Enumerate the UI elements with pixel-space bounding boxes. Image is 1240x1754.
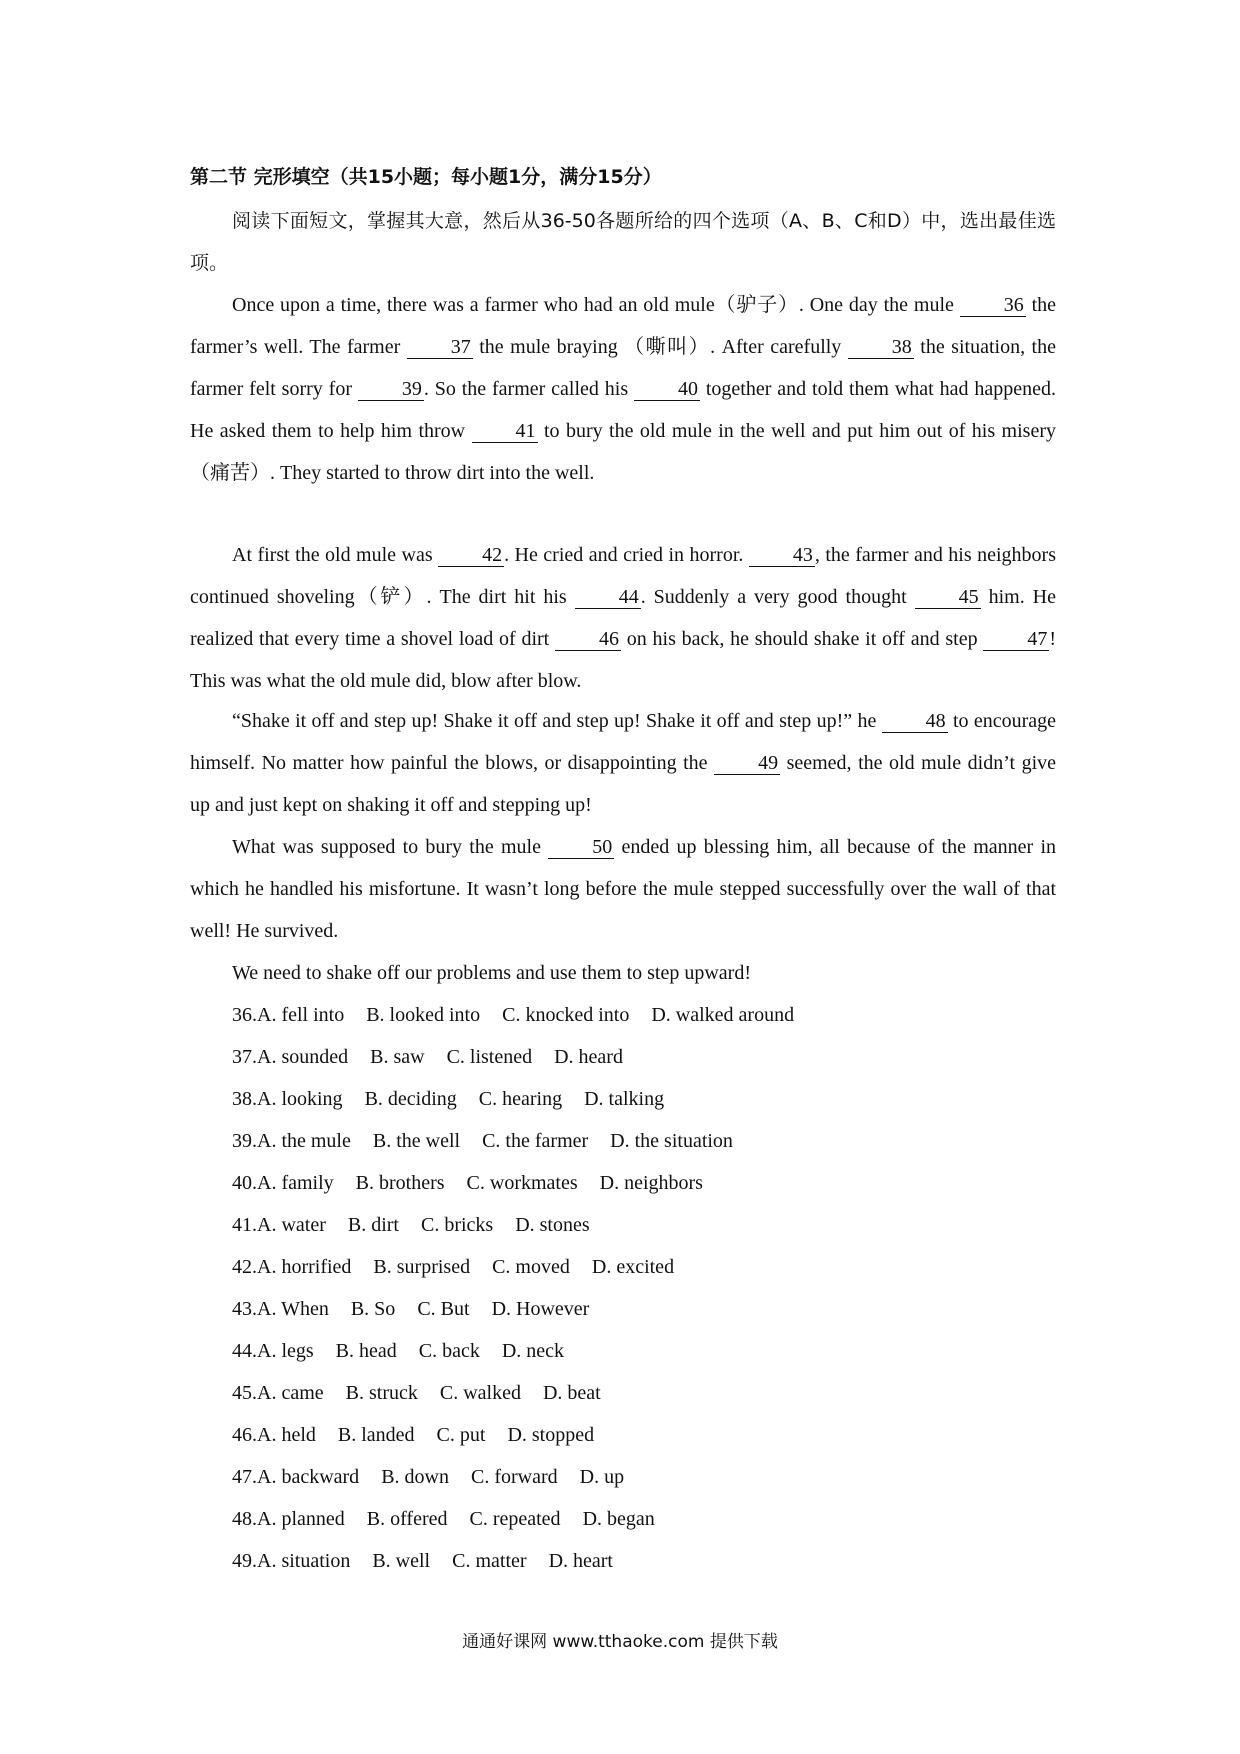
option-number: 43. [232,1298,257,1320]
option-b: B. looked into [366,1004,481,1026]
passage-text: At first the old mule was [232,544,439,566]
option-a: A. sounded [257,1046,349,1068]
option-row [232,1162,816,1204]
blank-50: 50 [548,836,614,859]
option-row [232,1204,816,1246]
option-b: B. surprised [373,1256,471,1278]
blank-36: 36 [960,294,1026,317]
option-c: C. back [418,1340,480,1362]
option-d: D. talking [584,1088,665,1110]
option-b: B. the well [372,1130,461,1152]
option-d: D. neighbors [599,1172,703,1194]
option-b: B. brothers [355,1172,445,1194]
option-a: A. the mule [257,1130,351,1152]
option-row [232,1246,816,1288]
option-number: 44. [232,1340,257,1362]
blank-47: 47 [983,628,1049,651]
passage-text: ! This was what the old mule did, blow after blow. [190,628,1056,692]
instructions: 阅读下面短文，掌握其大意，然后从36-50各题所给的四个选项（A、B、C和D）中，选出最佳选项。 [190,210,1056,274]
blank-37: 37 [407,336,473,359]
option-number: 39. [232,1130,257,1152]
section-title: 第二节 完形填空（共15小题；每小题1分，满分15分） [190,166,662,188]
option-b: B. landed [337,1424,415,1446]
option-row [232,1288,816,1330]
blank-38: 38 [848,336,914,359]
option-number: 42. [232,1256,257,1278]
option-number: 40. [232,1172,257,1194]
blank-40: 40 [634,378,700,401]
option-b: B. head [335,1340,397,1362]
option-d: D. the situation [610,1130,733,1152]
option-a: A. fell into [257,1004,345,1026]
option-c: C. matter [452,1550,527,1572]
option-number: 47. [232,1466,257,1488]
option-row [232,1078,816,1120]
blank-41: 41 [472,420,538,443]
option-d: D. stopped [507,1424,595,1446]
passage-text: to encourage himself. No matter how painful the blows, or disappointing the [190,710,1056,774]
option-row [232,1036,816,1078]
option-c: C. hearing [478,1088,563,1110]
blank-46: 46 [555,628,621,651]
option-a: A. water [257,1214,326,1236]
passage-paragraph-1 [190,284,1056,494]
option-b: B. struck [345,1382,418,1404]
option-c: C. put [436,1424,486,1446]
option-a: A. situation [257,1550,351,1572]
option-b: B. down [381,1466,449,1488]
option-a: A. planned [257,1508,345,1530]
option-c: C. bricks [420,1214,494,1236]
option-b: B. deciding [364,1088,457,1110]
option-row [232,1456,816,1498]
passage-text: seemed, the old mule didn’t give up and just kept on shaking it off and stepping up! [190,752,1057,816]
passage-text: the mule braying （嘶叫）. After carefully [472,336,848,358]
option-row [232,1498,816,1540]
option-c: C. forward [470,1466,558,1488]
option-row [232,1372,816,1414]
option-b: B. offered [366,1508,448,1530]
option-a: A. looking [257,1088,343,1110]
option-c: C. walked [439,1382,521,1404]
option-c: C. But [417,1298,470,1320]
passage-text: the situation, the farmer felt sorry for [190,336,1056,400]
option-number: 49. [232,1550,257,1572]
passage-paragraph-5: We need to shake off our problems and use them to step upward! [232,962,751,984]
blank-43: 43 [749,544,815,567]
option-d: D. walked around [651,1004,795,1026]
option-a: A. legs [257,1340,314,1362]
passage-paragraph-4 [190,826,1056,952]
passage-paragraph-3 [190,700,1056,826]
option-a: A. horrified [257,1256,352,1278]
option-a: A. held [257,1424,316,1446]
blank-45: 45 [915,586,981,609]
option-number: 46. [232,1424,257,1446]
option-c: C. moved [492,1256,570,1278]
blank-44: 44 [575,586,641,609]
option-number: 36. [232,1004,257,1026]
passage-text: the farmer’s well. The farmer [190,294,1057,358]
option-a: A. came [257,1382,324,1404]
option-d: D. heard [554,1046,623,1068]
option-row [232,1120,816,1162]
blank-39: 39 [358,378,424,401]
option-b: B. So [350,1298,396,1320]
option-row [232,994,816,1036]
option-a: A. family [257,1172,334,1194]
passage-text: together and told them what had happened. He asked them to help him throw [190,378,1056,442]
option-d: D. However [491,1298,590,1320]
passage-text: . He cried and cried in horror. [504,544,749,566]
blank-49: 49 [714,752,780,775]
blank-42: 42 [438,544,504,567]
page-footer: 通通好课网 www.tthaoke.com 提供下载 [462,1632,778,1652]
passage-paragraph-2 [190,534,1056,702]
passage-text: What was supposed to bury the mule [232,836,549,858]
option-a: A. When [257,1298,329,1320]
option-d: D. heart [548,1550,613,1572]
option-number: 37. [232,1046,257,1068]
option-b: B. saw [370,1046,425,1068]
option-d: D. excited [591,1256,675,1278]
option-row [232,1414,816,1456]
option-b: B. well [372,1550,431,1572]
option-row [232,1540,816,1582]
option-d: D. neck [501,1340,565,1362]
answer-options-list [232,994,816,1582]
option-a: A. backward [257,1466,360,1488]
option-d: D. up [579,1466,625,1488]
option-number: 41. [232,1214,257,1236]
option-c: C. knocked into [502,1004,630,1026]
passage-text: to bury the old mule in the well and put him out of his misery（痛苦）. They started to throw dirt into the well. [190,420,1056,484]
option-d: D. beat [542,1382,601,1404]
passage-text: Once upon a time, there was a farmer who had an old mule（驴子）. One day the mule [232,294,954,316]
option-d: D. stones [515,1214,590,1236]
passage-text: him. He realized that every time a shovel load of dirt [190,586,1056,650]
option-c: C. the farmer [482,1130,589,1152]
option-c: C. repeated [469,1508,561,1530]
option-number: 38. [232,1088,257,1110]
passage-text: ended up blessing him, all because of the manner in which he handled his misfortune. It wasn’t long before the mule stepped successfully over the wall of that well! He survived. [190,836,1056,942]
option-c: C. workmates [466,1172,578,1194]
passage-text: . Suddenly a very good thought [640,586,915,608]
passage-text: on his back, he should shake it off and step [621,628,984,650]
option-c: C. listened [446,1046,533,1068]
passage-text: , the farmer and his neighbors continued shoveling（铲）. The dirt hit his [190,544,1056,608]
option-number: 45. [232,1382,257,1404]
passage-text: . So the farmer called his [423,378,634,400]
passage-text: “Shake it off and step up! Shake it off and step up! Shake it off and step up!” he [232,710,882,732]
option-d: D. began [582,1508,655,1530]
option-number: 48. [232,1508,257,1530]
blank-48: 48 [882,710,948,733]
option-b: B. dirt [347,1214,399,1236]
option-row [232,1330,816,1372]
